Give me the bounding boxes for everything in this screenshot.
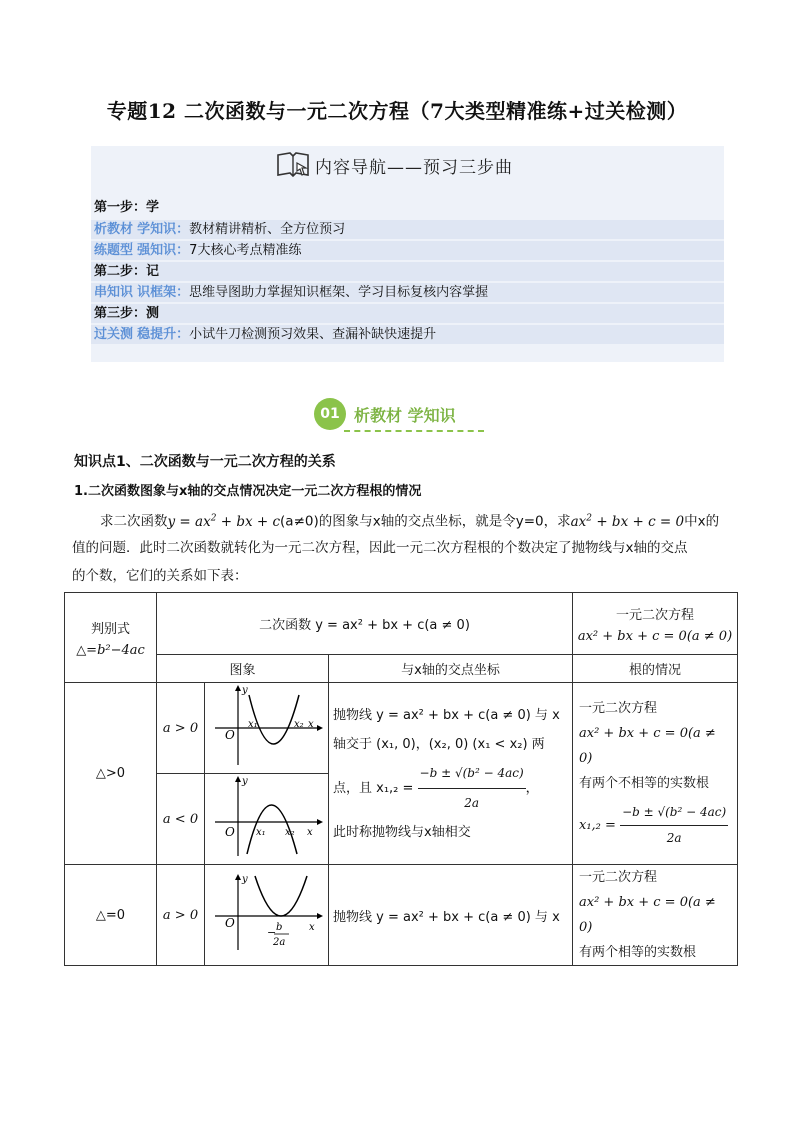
graph1-x-label: x	[308, 719, 314, 730]
nav-row-learn	[91, 220, 724, 239]
nav-practice-desc: 7大核心考点精准练	[189, 243, 302, 258]
table-subheader-row	[65, 655, 738, 683]
graph1-x1: x₁	[248, 719, 258, 730]
nav-learn-sub: 学知识：	[137, 222, 190, 237]
nav-row-test	[91, 325, 724, 344]
roots-header: 根的情况	[573, 655, 738, 683]
discriminant-header	[65, 593, 157, 683]
inter-root-fraction	[418, 759, 526, 818]
function-formula: 二次函数 y = ax² + bx + c(a ≠ 0)	[259, 618, 470, 633]
graph3-x-label: x	[309, 922, 315, 933]
nav-learn-desc: 教材精讲精析、全方位预习	[189, 222, 346, 237]
graph3-vertex-minus: −	[267, 926, 277, 939]
section-label: 析教材 学知识	[354, 406, 456, 425]
graph1-y-label: y	[242, 685, 248, 696]
parabola-up-graph	[205, 683, 328, 769]
inter-line2: 轴交于 (x₁, 0)，(x₂, 0) (x₁ < x₂) 两	[333, 736, 545, 752]
section-underline	[344, 430, 484, 432]
para-text-1: 求二次函数	[100, 513, 168, 530]
graph-header: 图象	[157, 655, 329, 683]
roots1-frac-den: 2a	[666, 831, 682, 845]
nav-header	[91, 146, 724, 184]
roots1-fraction	[620, 800, 728, 851]
nav-row-step3	[91, 304, 724, 323]
table-row	[65, 865, 738, 966]
inter-frac-num: −b ± √(b² − 4ac)	[418, 759, 526, 789]
page-title: 专题12 二次函数与一元二次方程（7大类型精准练+过关检测）	[106, 99, 688, 123]
roots1-eq: ax² + bx + c = 0(a ≠ 0)	[579, 726, 716, 766]
nav-test-sub: 稳提升：	[137, 327, 190, 342]
inter-frac-den: 2a	[464, 795, 479, 810]
graph2-y-label: y	[242, 776, 248, 787]
graph2-x1: x₁	[256, 827, 266, 838]
subheading: 1.二次函数图象与x轴的交点情况决定一元二次方程根的情况	[74, 484, 422, 499]
disc-formula: △=b²−4ac	[76, 642, 145, 658]
delta-zero: △=0	[65, 865, 157, 966]
roots2-desc: 有两个相等的实数根	[579, 945, 697, 960]
inter-line3: 点，且 x₁,₂ = $\frac{\text{−b ± √(b² − 4ac)}}{2a}$ ，	[333, 759, 568, 818]
roots1-x12: x₁,₂ =	[579, 818, 616, 833]
roots1-formula	[579, 800, 731, 851]
nav-link-desc: 思维导图助力掌握知识框架、学习目标复核内容掌握	[189, 285, 489, 300]
graph3-y-label: y	[242, 874, 248, 885]
eq-formula: ax² + bx + c = 0(a ≠ 0)	[577, 628, 733, 644]
inter-line4: 此时称抛物线与x轴相交	[333, 824, 471, 840]
para-text-3: 中x的	[684, 513, 720, 530]
nav-link-tag: 串知识	[94, 285, 134, 300]
para-text-2: (a≠0)的图象与x轴的交点坐标，就是令y=0，求	[280, 513, 571, 530]
inter-line1: 抛物线 y = ax² + bx + c(a ≠ 0) 与 x	[333, 707, 560, 723]
nav-step1-label: 第一步：学	[94, 200, 160, 215]
equation-header	[573, 593, 738, 655]
nav-link-sub: 识框架：	[137, 285, 190, 300]
graph-upward-two-roots	[205, 683, 329, 774]
nav-test-desc: 小试牛刀检测预习效果、查漏补缺快速提升	[189, 327, 437, 342]
roots-two-distinct	[573, 683, 738, 865]
roots1-frac-num: −b ± √(b² − 4ac)	[620, 800, 728, 826]
graph3-vertex-num: b	[276, 922, 283, 933]
roots2-label: 一元二次方程	[579, 870, 658, 885]
graph2-x-label: x	[307, 827, 313, 838]
nav-row-step1	[91, 198, 724, 217]
relationship-table	[64, 592, 738, 966]
roots-two-equal	[573, 865, 738, 966]
paragraph-line-3: 的个数，它们的关系如下表：	[72, 568, 248, 584]
graph3-vertex-den: 2a	[273, 937, 286, 948]
nav-test-tag: 过关测	[94, 327, 134, 342]
knowledge-heading: 知识点1、二次函数与一元二次方程的关系	[74, 454, 336, 470]
paragraph-line-2: 值的问题．此时二次函数就转化为一元二次方程，因此一元二次方程根的个数决定了抛物线与x轴的交点	[72, 540, 688, 556]
nav-row-practice	[91, 241, 724, 260]
paragraph-line-1: 求二次函数$y = ax^2$ + bx + c(a≠0)的图象与x轴的交点坐标，就是令y=0，求$ax^2$ + bx + c = 0中x的	[100, 513, 720, 530]
intersection-header: 与x轴的交点坐标	[329, 655, 573, 683]
nav-row-link	[91, 283, 724, 302]
table-row	[65, 683, 738, 774]
graph2-x2: x₂	[285, 827, 295, 838]
graph1-x2: x₂	[294, 719, 304, 730]
section-number-badge: 01	[314, 398, 346, 430]
roots2-eq: ax² + bx + c = 0(a ≠ 0)	[579, 895, 716, 935]
delta-positive: △>0	[65, 683, 157, 865]
nav-step3-label: 第三步：测	[94, 306, 160, 321]
nav-step2-label: 第二步：记	[94, 264, 160, 279]
graph-downward-two-roots	[205, 774, 329, 865]
intersection-tangent: 抛物线 y = ax² + bx + c(a ≠ 0) 与 x	[329, 865, 573, 966]
nav-row-step2	[91, 262, 724, 281]
content-navigation-panel	[91, 146, 724, 362]
table-header-row	[65, 593, 738, 655]
a-negative-label: a < 0	[157, 774, 205, 865]
disc-label: 判别式	[90, 621, 130, 637]
inter-x12-label: 点，且 x₁,₂ =	[333, 780, 414, 796]
a-positive-label-2: a > 0	[157, 865, 205, 966]
intersection-two-points	[329, 683, 573, 865]
roots1-label: 一元二次方程	[579, 701, 658, 716]
nav-learn-tag: 析教材	[94, 222, 134, 237]
nav-practice-sub: 强知识：	[137, 243, 190, 258]
parabola-tangent-graph	[205, 872, 328, 954]
a-positive-label: a > 0	[157, 683, 205, 774]
parabola-down-graph	[205, 774, 328, 860]
graph3-origin: O	[225, 916, 235, 930]
nav-title: 内容导航——预习三步曲	[315, 158, 513, 178]
graph1-origin: O	[225, 728, 235, 742]
function-header	[157, 593, 573, 655]
book-pointer-icon	[275, 149, 311, 181]
graph-tangent	[205, 865, 329, 966]
roots1-desc: 有两个不相等的实数根	[579, 776, 710, 791]
graph2-origin: O	[225, 825, 235, 839]
eq-label: 一元二次方程	[615, 607, 694, 623]
nav-practice-tag: 练题型	[94, 243, 134, 258]
